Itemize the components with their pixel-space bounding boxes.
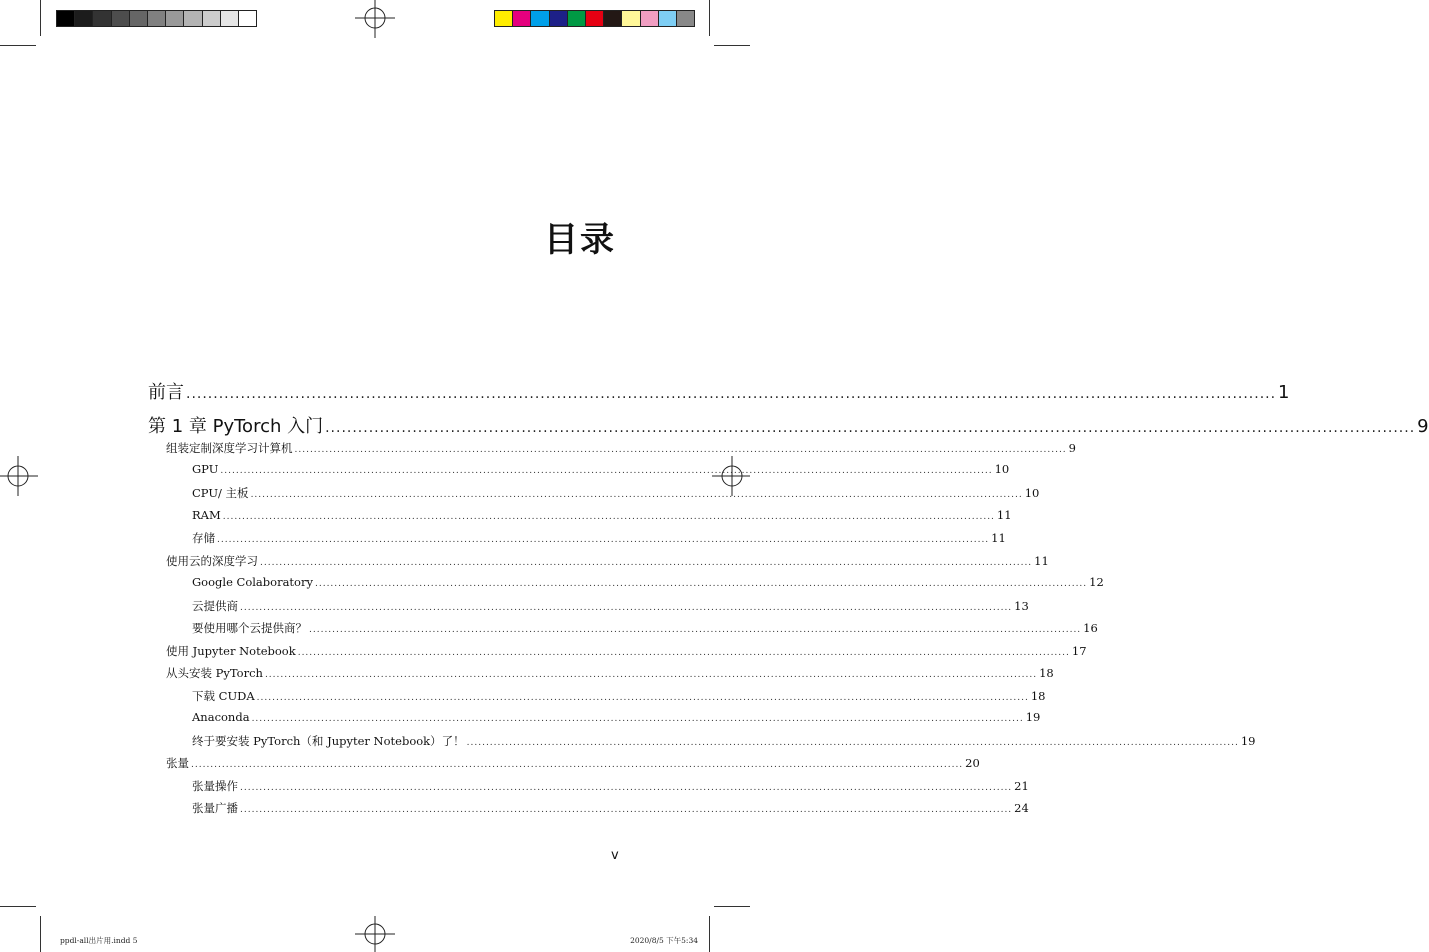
- toc-entry[interactable]: [166, 440, 1076, 456]
- color-calibration-bar: [494, 10, 695, 27]
- crop-mark: [40, 916, 41, 952]
- gray-swatch: [239, 11, 256, 26]
- gray-swatch: [57, 11, 75, 26]
- toc-entry-label: CPU/ 主板: [192, 486, 249, 500]
- toc-entry-label: 从头安装 PyTorch: [166, 666, 263, 680]
- registration-mark-top: [355, 0, 395, 40]
- toc-entry[interactable]: [192, 598, 1029, 614]
- slug-file-name: ppdl-all出片用.indd 5: [60, 936, 138, 945]
- toc-entry-page: 10: [994, 462, 1010, 476]
- color-swatch: [568, 11, 586, 26]
- toc-leader-dots: ........................................................................................................................................................................................................: [260, 558, 1033, 568]
- toc-entry[interactable]: [192, 733, 1256, 749]
- gray-swatch: [184, 11, 202, 26]
- toc-entry-label: 云提供商: [192, 599, 238, 613]
- toc-entry-page: 17: [1071, 644, 1087, 658]
- toc-entry[interactable]: [166, 665, 1054, 681]
- toc-leader-dots: ........................................................................................................................................................................................................: [466, 738, 1239, 748]
- color-swatch: [550, 11, 568, 26]
- toc-leader-dots: ........................................................................................................................................................................................................: [191, 760, 964, 770]
- toc-entry-page: 1: [1278, 382, 1290, 403]
- gray-swatch: [203, 11, 221, 26]
- toc-entry[interactable]: [192, 575, 1104, 589]
- page-number: v: [611, 848, 619, 863]
- gray-swatch: [93, 11, 111, 26]
- toc-entry-label: 使用云的深度学习: [166, 554, 258, 568]
- color-swatch: [677, 11, 694, 26]
- toc-entry-label: Google Colaboratory: [192, 575, 313, 589]
- crop-mark: [40, 0, 41, 36]
- color-swatch: [513, 11, 531, 26]
- toc-entry-page: 12: [1089, 575, 1104, 589]
- toc-entry-label: 前言: [148, 382, 184, 403]
- toc-entry-page: 11: [1034, 554, 1049, 568]
- toc-leader-dots: ........................................................................................................................................................................................................: [309, 625, 1082, 635]
- toc-entry-label: 下载 CUDA: [192, 689, 255, 703]
- toc-entry-page: 20: [965, 756, 980, 770]
- toc-entry-page: 9: [1068, 441, 1076, 455]
- toc-entry[interactable]: [192, 485, 1040, 501]
- color-swatch: [495, 11, 513, 26]
- toc-entry[interactable]: [192, 710, 1041, 724]
- toc-entry-label: 第 1 章 PyTorch 入门: [148, 416, 324, 437]
- toc-entry-label: 组装定制深度学习计算机: [166, 441, 293, 455]
- toc-entry-label: 使用 Jupyter Notebook: [166, 644, 296, 658]
- color-swatch: [622, 11, 640, 26]
- toc-leader-dots: ........................................................................................................................................................................................................: [256, 693, 1029, 703]
- toc-entry-page: 16: [1083, 621, 1098, 635]
- toc-entry[interactable]: [192, 778, 1029, 794]
- crop-mark: [0, 45, 36, 46]
- toc-entry[interactable]: [148, 378, 1290, 404]
- color-swatch: [641, 11, 659, 26]
- gray-swatch: [112, 11, 130, 26]
- color-swatch: [604, 11, 622, 26]
- toc-entry-page: 19: [1240, 734, 1256, 748]
- toc-entry-label: RAM: [192, 508, 221, 522]
- toc-entry[interactable]: [192, 688, 1046, 704]
- color-swatch: [531, 11, 549, 26]
- toc-entry-label: 张量广播: [192, 801, 238, 815]
- toc-leader-dots: ........................................................................................................................................................................................................: [325, 420, 1416, 436]
- toc-entry[interactable]: [192, 620, 1098, 636]
- toc-entry-label: GPU: [192, 462, 219, 476]
- toc-entry-label: 存储: [192, 531, 215, 545]
- gray-swatch: [166, 11, 184, 26]
- toc-entry[interactable]: [192, 508, 1012, 522]
- crop-mark: [709, 0, 710, 36]
- toc-leader-dots: ........................................................................................................................................................................................................: [222, 512, 995, 522]
- toc-entry-label: 要使用哪个云提供商？: [192, 621, 307, 635]
- toc-entry-label: 终于要安装 PyTorch（和 Jupyter Notebook）了！: [192, 734, 465, 748]
- toc-entry[interactable]: [192, 800, 1029, 816]
- slug-timestamp: 2020/8/5 下午5:34: [630, 936, 698, 945]
- toc-leader-dots: ........................................................................................................................................................................................................: [251, 714, 1024, 724]
- toc-entry-page: 11: [991, 531, 1006, 545]
- toc-leader-dots: ........................................................................................................................................................................................................: [314, 579, 1088, 589]
- toc-title: 目录: [544, 220, 616, 260]
- toc-entry-label: Anaconda: [192, 710, 250, 724]
- toc-leader-dots: ........................................................................................................................................................................................................: [250, 490, 1023, 500]
- toc-leader-dots: ........................................................................................................................................................................................................: [217, 535, 990, 545]
- crop-mark: [709, 916, 710, 952]
- toc-entry-page: 11: [996, 508, 1012, 522]
- toc-entry[interactable]: [148, 412, 1429, 438]
- toc-entry-page: 10: [1024, 486, 1040, 500]
- color-swatch: [586, 11, 604, 26]
- toc-leader-dots: ........................................................................................................................................................................................................: [240, 783, 1013, 793]
- toc-leader-dots: ........................................................................................................................................................................................................: [240, 603, 1013, 613]
- toc-entry[interactable]: [166, 643, 1087, 659]
- toc-entry-label: 张量: [166, 756, 189, 770]
- toc-entry-page: 13: [1014, 599, 1029, 613]
- toc-leader-dots: ........................................................................................................................................................................................................: [220, 466, 993, 476]
- toc-entry-label: 张量操作: [192, 779, 238, 793]
- color-swatch: [659, 11, 677, 26]
- toc-entry-page: 18: [1039, 666, 1054, 680]
- crop-mark: [714, 45, 750, 46]
- toc-entry[interactable]: [192, 462, 1010, 476]
- toc-leader-dots: ........................................................................................................................................................................................................: [264, 670, 1038, 680]
- toc-leader-dots: ........................................................................................................................................................................................................: [186, 386, 1277, 402]
- crop-mark: [0, 906, 36, 907]
- gray-swatch: [221, 11, 239, 26]
- toc-entry[interactable]: [192, 530, 1006, 546]
- toc-leader-dots: ........................................................................................................................................................................................................: [240, 805, 1013, 815]
- registration-mark-left: [0, 456, 38, 496]
- toc-entry-page: 24: [1014, 801, 1029, 815]
- registration-mark-bottom: [355, 914, 395, 952]
- toc-leader-dots: ........................................................................................................................................................................................................: [297, 648, 1070, 658]
- toc-entry-page: 9: [1417, 416, 1429, 437]
- toc-entry-page: 19: [1025, 710, 1041, 724]
- grayscale-calibration-bar: [56, 10, 257, 27]
- gray-swatch: [75, 11, 93, 26]
- toc-entry[interactable]: [166, 755, 980, 771]
- toc-entry[interactable]: [166, 553, 1049, 569]
- gray-swatch: [130, 11, 148, 26]
- toc-entry-page: 18: [1030, 689, 1046, 703]
- crop-mark: [714, 906, 750, 907]
- gray-swatch: [148, 11, 166, 26]
- toc-leader-dots: ........................................................................................................................................................................................................: [294, 445, 1067, 455]
- toc-entry-page: 21: [1014, 779, 1029, 793]
